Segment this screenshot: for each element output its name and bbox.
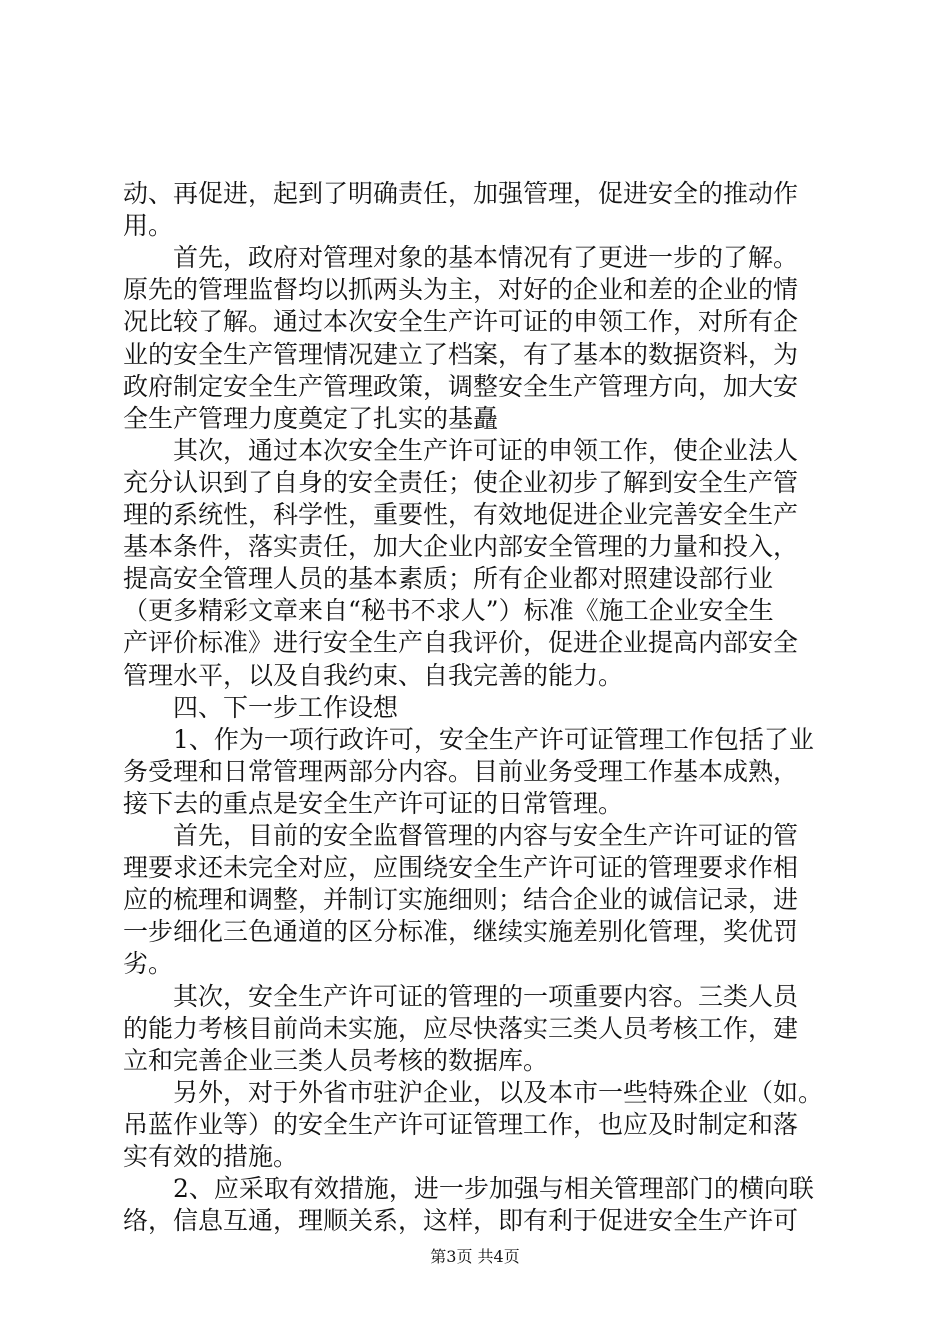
text-line: 基本条件，落实责任，加大企业内部安全管理的力量和投入， xyxy=(123,532,799,561)
text-line: 劣。 xyxy=(123,949,174,978)
text-line: （更多精彩文章来自“秘书不求人”）标准《施工企业安全生 xyxy=(123,596,774,625)
text-line: 实有效的措施。 xyxy=(123,1142,299,1171)
text-line: 络，信息互通，理顺关系，这样，即有利于促进安全生产许可 xyxy=(123,1206,799,1235)
text-line: 接下去的重点是安全生产许可证的日常管理。 xyxy=(123,789,624,818)
text-line: 立和完善企业三类人员考核的数据库。 xyxy=(123,1046,549,1075)
text-line: 提高安全管理人员的基本素质；所有企业都对照建设部行业 xyxy=(123,564,774,593)
text-line: 动、再促进，起到了明确责任，加强管理，促进安全的推动作 xyxy=(123,179,799,208)
text-line: 理的系统性，科学性，重要性，有效地促进企业完善安全生产 xyxy=(123,500,799,529)
text-line: 应的梳理和调整，并制订实施细则；结合企业的诚信记录，进 xyxy=(123,885,799,914)
text-line: 首先，目前的安全监督管理的内容与安全生产许可证的管 xyxy=(123,821,799,850)
text-line: 全生产管理力度奠定了扎实的基矗 xyxy=(123,404,499,433)
text-line: 2、应采取有效措施，进一步加强与相关管理部门的横向联 xyxy=(123,1174,814,1203)
text-line: 政府制定安全生产管理政策，调整安全生产管理方向，加大安 xyxy=(123,372,799,401)
text-line: 务受理和日常管理两部分内容。目前业务受理工作基本成熟， xyxy=(123,757,799,786)
page-footer: 第3页 共4页 xyxy=(430,1247,520,1266)
text-line: 一步细化三色通道的区分标准，继续实施差别化管理，奖优罚 xyxy=(123,917,799,946)
text-line: 首先，政府对管理对象的基本情况有了更进一步的了解。 xyxy=(123,243,799,272)
text-line: 充分认识到了自身的安全责任；使企业初步了解到安全生产管 xyxy=(123,468,799,497)
text-line: 理要求还未完全对应，应围绕安全生产许可证的管理要求作相 xyxy=(123,853,799,882)
text-line: 其次，安全生产许可证的管理的一项重要内容。三类人员 xyxy=(123,982,799,1011)
text-line: 用。 xyxy=(123,211,174,240)
text-line: 产评价标准》进行安全生产自我评价，促进企业提高内部安全 xyxy=(123,628,799,657)
text-line: 业的安全生产管理情况建立了档案，有了基本的数据资料，为 xyxy=(123,340,799,369)
text-line: 1、作为一项行政许可，安全生产许可证管理工作包括了业 xyxy=(123,725,814,754)
text-line: 另外，对于外省市驻沪企业，以及本市一些特殊企业（如。 xyxy=(123,1078,824,1107)
text-line: 其次，通过本次安全生产许可证的申领工作，使企业法人 xyxy=(123,436,799,465)
text-line: 况比较了解。通过本次安全生产许可证的申领工作，对所有企 xyxy=(123,307,799,336)
text-line: 原先的管理监督均以抓两头为主，对好的企业和差的企业的情 xyxy=(123,275,799,304)
text-line: 吊蓝作业等）的安全生产许可证管理工作，也应及时制定和落 xyxy=(123,1110,799,1139)
text-line: 的能力考核目前尚未实施，应尽快落实三类人员考核工作，建 xyxy=(123,1014,799,1043)
text-line: 四、下一步工作设想 xyxy=(123,693,399,722)
text-line: 管理水平，以及自我约束、自我完善的能力。 xyxy=(123,661,624,690)
